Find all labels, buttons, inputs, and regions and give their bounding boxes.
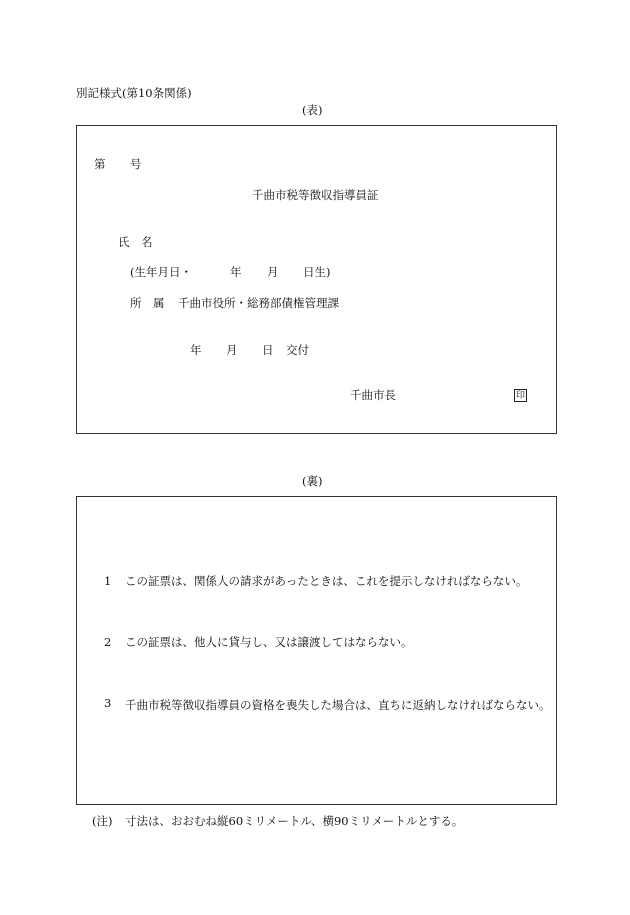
issue-day: 日: [262, 343, 274, 357]
birth-year: 年: [230, 265, 242, 279]
item-1-num: 1: [104, 574, 112, 588]
name-label: 氏 名: [118, 235, 153, 249]
issue-label: 交付: [286, 343, 309, 357]
form-label: 別記様式(第10条関係): [76, 86, 192, 100]
affiliation-value: 千曲市役所・総務部債権管理課: [178, 296, 339, 310]
item-2-text: この証票は、他人に貸与し、又は譲渡してはならない。: [125, 635, 413, 649]
issuer: 千曲市長: [350, 388, 396, 402]
item-1-text: この証票は、関係人の請求があったときは、これを提示しなければならない。: [125, 574, 528, 588]
affiliation-label: 所 属: [130, 296, 165, 310]
birth-month: 月: [267, 265, 279, 279]
birth-open: (生年月日・: [130, 265, 192, 279]
number-prefix: 第: [94, 157, 106, 171]
note-text: 寸法は、おおむね縦60ミリメートル、横90ミリメートルとする。: [125, 814, 464, 828]
issue-year: 年: [190, 343, 202, 357]
seal-mark: 印: [515, 391, 525, 401]
front-card: [76, 125, 557, 434]
back-card: [76, 496, 557, 805]
front-heading: (表): [302, 103, 323, 117]
back-heading: (裏): [302, 474, 323, 488]
item-3-text: 千曲市税等徴収指導員の資格を喪失した場合は、直ちに返納しなければならない。: [125, 698, 551, 712]
item-3-num: 3: [104, 696, 112, 710]
number-suffix: 号: [130, 157, 142, 171]
card-title: 千曲市税等徴収指導員証: [252, 188, 379, 202]
item-2-num: 2: [104, 635, 112, 649]
note-label: (注): [92, 814, 113, 828]
issue-month: 月: [226, 343, 238, 357]
birth-day: 日生): [303, 265, 331, 279]
